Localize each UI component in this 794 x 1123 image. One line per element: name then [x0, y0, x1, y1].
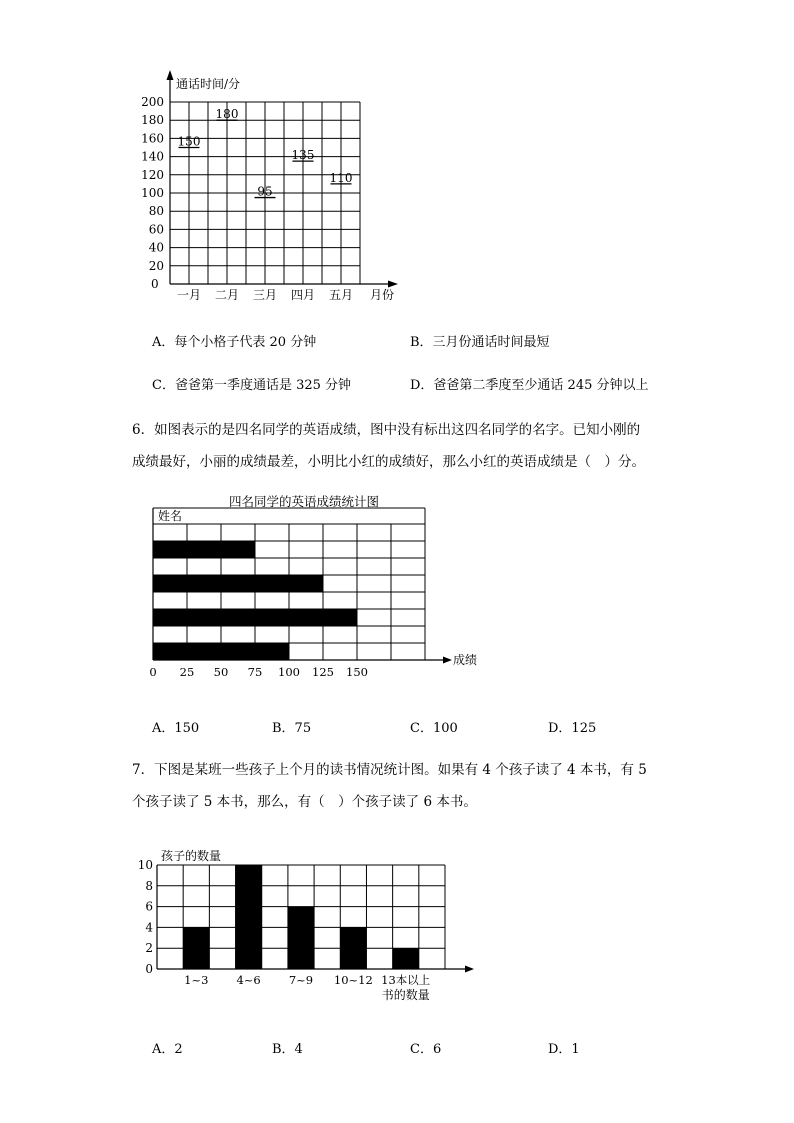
x-tick-label: 五月	[328, 288, 354, 302]
y-axis-arrow	[167, 70, 174, 80]
x-tick-label: 四月	[290, 288, 316, 302]
x-tick-label: 0	[149, 665, 157, 679]
x-tick-label: 7~9	[288, 973, 314, 987]
count-bar	[288, 907, 314, 969]
value-label: 150	[177, 134, 201, 149]
q6-option-d[interactable]: D．125	[548, 721, 597, 736]
count-bar	[393, 948, 419, 969]
q7-option-b[interactable]: B．4	[272, 1042, 303, 1057]
y-tick-label: 4	[145, 920, 153, 935]
y-tick-label: 10	[137, 858, 153, 872]
x-axis-arrow	[465, 966, 474, 973]
x-tick-label: 10~12	[333, 973, 373, 987]
y-tick-label: 200	[141, 95, 164, 109]
y-tick-label: 8	[145, 878, 153, 893]
y-axis-label: 孩子的数量	[161, 849, 222, 863]
y-tick-label: 40	[148, 240, 164, 255]
x-tick-label: 75	[247, 665, 263, 679]
y-tick-label: 20	[148, 258, 164, 273]
x-tick-label: 1~3	[184, 973, 209, 987]
score-bar	[153, 609, 357, 626]
q5-option-b[interactable]: B．三月份通话时间最短	[410, 335, 550, 350]
value-label: 110	[329, 170, 353, 185]
x-tick-label: 150	[346, 665, 368, 679]
y-tick-label: 0	[151, 277, 159, 291]
x-axis-arrow	[388, 281, 398, 288]
x-tick-label: 13本以上	[381, 973, 431, 987]
x-axis-label: 书的数量	[381, 988, 430, 1002]
x-tick-label: 二月	[214, 288, 240, 302]
x-tick-label: 25	[179, 665, 195, 679]
count-bar	[340, 927, 366, 969]
value-label: 135	[291, 148, 315, 163]
y-tick-label: 160	[141, 131, 164, 146]
y-tick-label: 2	[145, 941, 153, 956]
y-tick-label: 6	[145, 899, 153, 914]
y-tick-label: 100	[141, 186, 164, 200]
y-axis-label: 通话时间/分	[176, 77, 241, 91]
x-tick-label: 50	[213, 665, 229, 679]
y-tick-label: 120	[141, 167, 164, 182]
score-bar	[153, 575, 323, 592]
y-tick-label: 140	[141, 149, 164, 164]
q7-question-line-1: 7．下图是某班一些孩子上个月的读书情况统计图。如果有 4 个孩子读了 4 本书，有 5	[132, 762, 647, 778]
count-bar	[183, 927, 209, 969]
q7-option-d[interactable]: D．1	[548, 1042, 580, 1057]
q6-option-c[interactable]: C．100	[410, 721, 458, 736]
reading-chart	[0, 840, 794, 1010]
count-bar	[236, 865, 262, 969]
y-tick-label: 180	[141, 113, 164, 128]
x-tick-label: 4~6	[236, 973, 261, 987]
x-axis-label: 成绩	[453, 653, 478, 667]
q6-option-a[interactable]: A．150	[152, 721, 200, 736]
q7-question-line-2: 个孩子读了 5 本书，那么，有（ ）个孩子读了 6 本书。	[132, 794, 477, 810]
q7-option-a[interactable]: A．2	[152, 1042, 183, 1057]
value-label: 180	[215, 107, 239, 122]
x-axis-arrow	[443, 657, 452, 664]
x-axis-label: 月份	[370, 288, 395, 302]
y-axis-label: 姓名	[158, 509, 183, 523]
call-time-chart	[0, 0, 794, 320]
chart-title: 四名同学的英语成绩统计图	[228, 494, 380, 509]
q6-question-line-1: 6．如图表示的是四名同学的英语成绩，图中没有标出这四名同学的名字。已知小刚的	[132, 422, 641, 438]
english-score-chart	[0, 485, 794, 685]
score-bar	[153, 643, 289, 660]
x-tick-label: 三月	[252, 288, 278, 302]
q5-option-a[interactable]: A．每个小格子代表 20 分钟	[152, 335, 317, 350]
y-tick-label: 0	[145, 962, 153, 976]
x-tick-label: 100	[278, 665, 300, 679]
x-tick-label: 125	[312, 665, 334, 679]
y-tick-label: 60	[148, 222, 164, 237]
value-label: 95	[257, 184, 273, 199]
q5-option-c[interactable]: C．爸爸第一季度通话是 325 分钟	[152, 378, 352, 393]
q5-option-d[interactable]: D．爸爸第二季度至少通话 245 分钟以上	[410, 378, 649, 393]
q7-option-c[interactable]: C．6	[410, 1042, 442, 1057]
q6-question-line-2: 成绩最好，小丽的成绩最差，小明比小红的成绩好，那么小红的英语成绩是（ ）分。	[132, 454, 645, 470]
q6-option-b[interactable]: B．75	[272, 721, 312, 736]
score-bar	[153, 541, 255, 558]
x-tick-label: 一月	[176, 288, 202, 302]
y-tick-label: 80	[148, 204, 164, 219]
